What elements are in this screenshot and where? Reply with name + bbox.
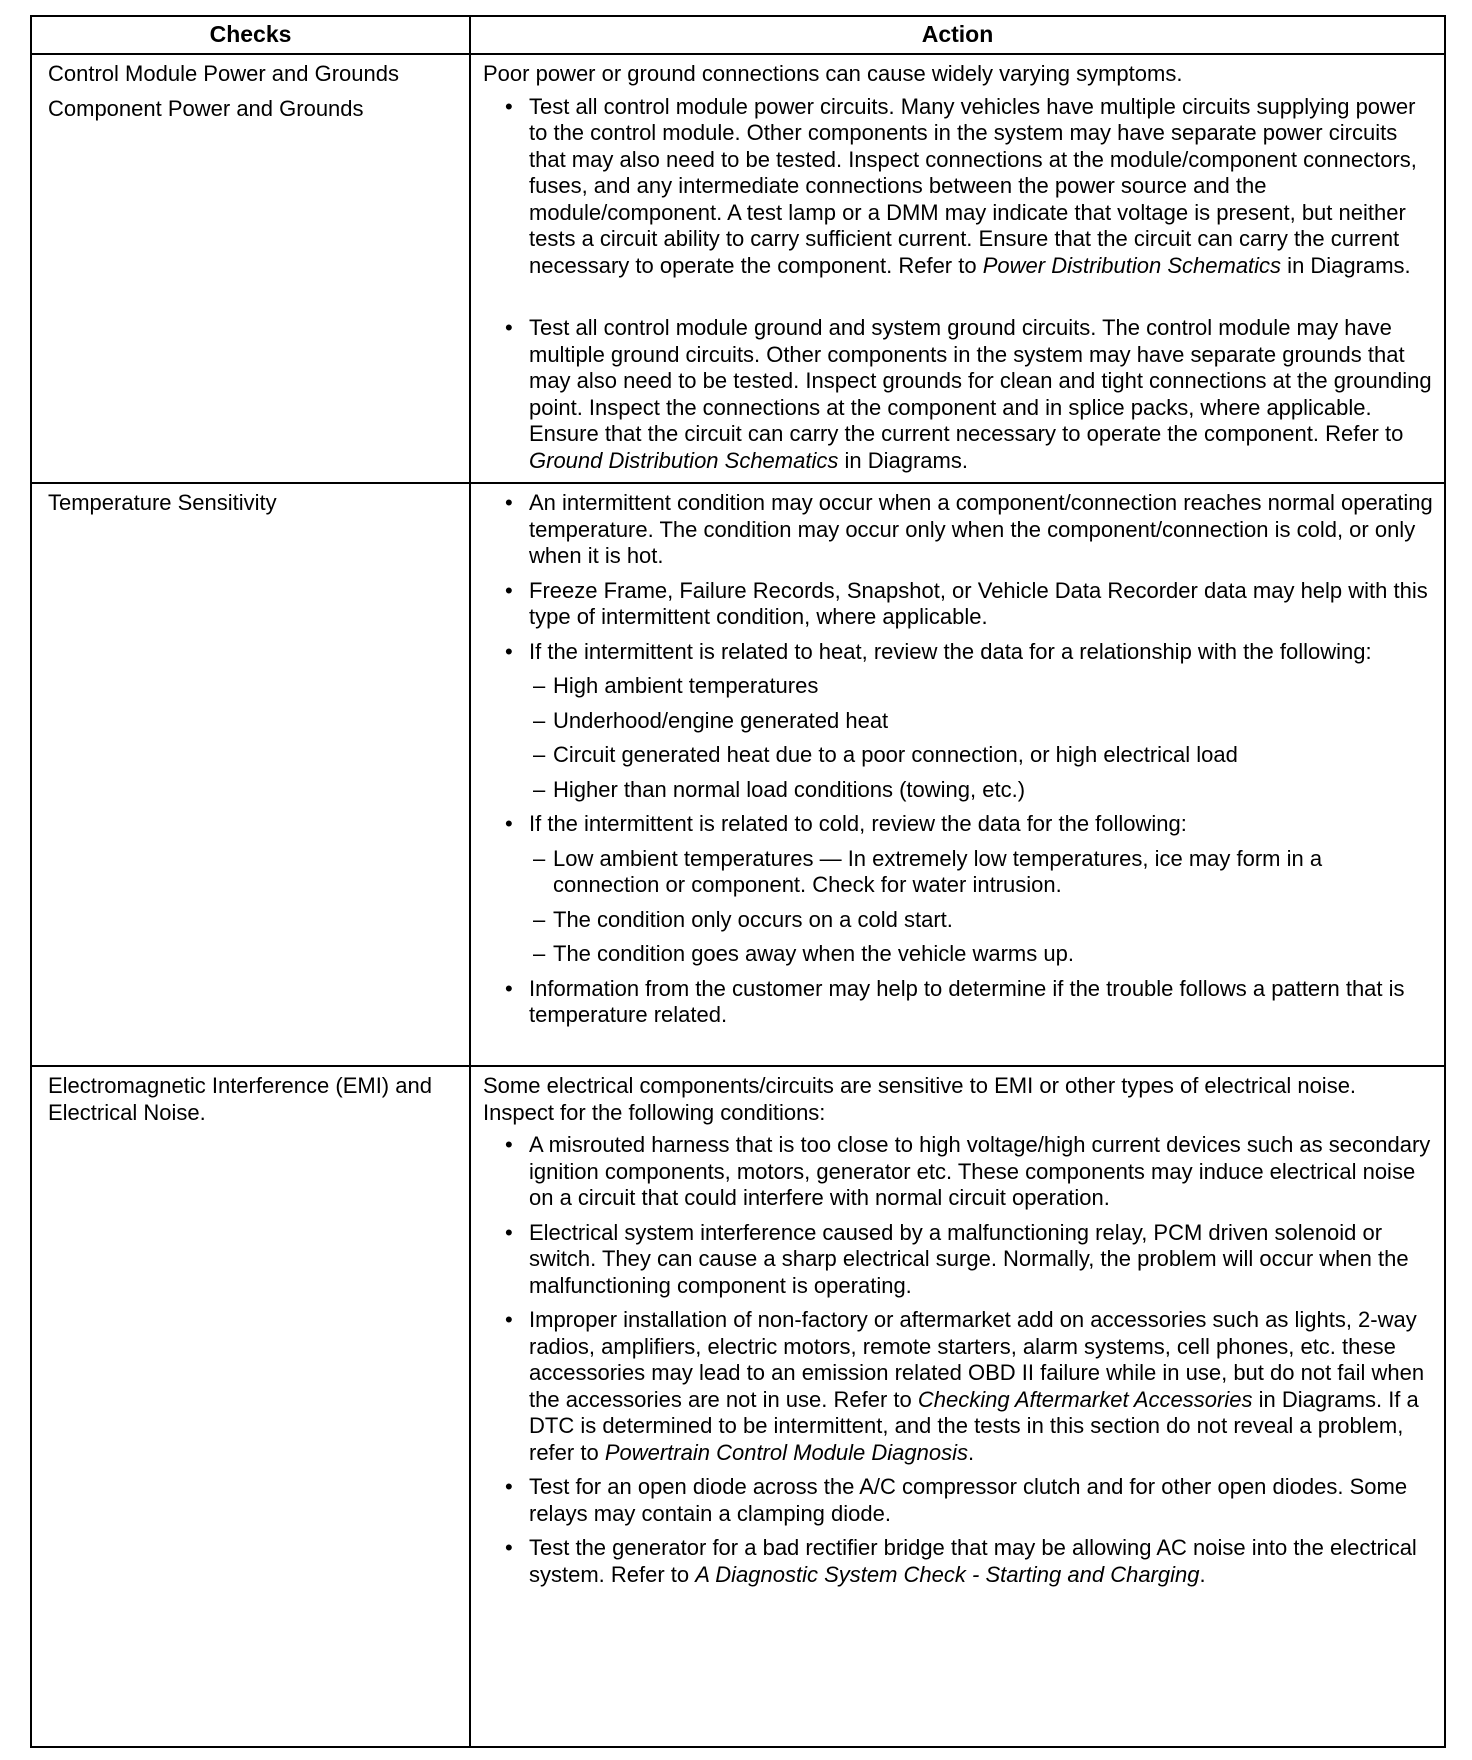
- reference-link: A Diagnostic System Check - Starting and Charging: [695, 1561, 1200, 1587]
- header-checks: Checks: [209, 21, 292, 47]
- check-label: Control Module Power and Grounds: [48, 61, 399, 86]
- header-action: Action: [921, 21, 994, 47]
- bullet-text: Test all control module power circuits. Many vehicles have multiple circuits supplying power to the control module. Other components in the system may have separate power circuits that may also need to be tested. Inspect connections at the module/component connectors, fuses, and any intermediate connections between the power source and the module/component. A test lamp or a DMM may indicate that voltage is present, but neither tests a circuit ability to carry sufficient current. Ensure that the circuit can carry the current necessary to operate the component. Refer to: [529, 93, 1417, 278]
- table-row: [32, 53, 1444, 484]
- action-bullet: [483, 94, 1433, 280]
- reference-link: Powertrain Control Module Diagnosis: [604, 1439, 968, 1465]
- sub-item: – Higher than normal load conditions (towing, etc.): [483, 777, 1433, 804]
- sub-item: – The condition goes away when the vehicle warms up.: [483, 941, 1433, 968]
- bullet-text: in Diagrams. If a DTC is determined to be intermittent, and the tests in this section do not reveal a problem, refer to: [529, 1386, 1419, 1465]
- action-intro: Some electrical components/circuits are sensitive to EMI or other types of electrical noise. Inspect for the following conditions:: [483, 1073, 1357, 1125]
- check-label: Electromagnetic Interference (EMI) and Electrical Noise.: [48, 1073, 432, 1125]
- checks-cell: [48, 489, 458, 516]
- check-label: Component Power and Grounds: [48, 96, 364, 121]
- sub-item: – Low ambient temperatures — In extremely low temperatures, ice may form in a connection or component. Check for water intrusion.: [483, 846, 1433, 899]
- action-bullet: • Information from the customer may help to determine if the trouble follows a pattern that is temperature related.: [483, 976, 1433, 1029]
- check-label: Temperature Sensitivity: [48, 490, 277, 515]
- reference-link: Power Distribution Schematics: [982, 252, 1282, 278]
- action-bullet: [483, 315, 1433, 474]
- diagnostic-table: [30, 15, 1446, 1748]
- action-bullet: [483, 1535, 1433, 1588]
- sub-item: – Underhood/engine generated heat: [483, 708, 1433, 735]
- bullet-text: Test the generator for a bad rectifier bridge that may be allowing AC noise into the electrical system. Refer to: [529, 1535, 1417, 1587]
- table-row: [32, 1065, 1444, 1748]
- action-intro: Poor power or ground connections can cause widely varying symptoms.: [483, 61, 1183, 86]
- bullet-text: .: [1199, 1561, 1206, 1587]
- action-bullet: • Test for an open diode across the A/C compressor clutch and for other open diodes. Some relays may contain a clamping diode.: [483, 1474, 1433, 1527]
- bullet-text: in Diagrams.: [1281, 252, 1411, 278]
- action-bullet: • Freeze Frame, Failure Records, Snapshot, or Vehicle Data Recorder data may help with this type of intermittent condition, where applicable.: [483, 578, 1433, 631]
- bullet-text: Test all control module ground and system ground circuits. The control module may have multiple ground circuits. Other components in the system may have separate grounds that may also need to be tested. Inspect grounds for clean and tight connections at the grounding point. Inspect the connections at the component and in splice packs, where applicable. Ensure that the circuit can carry the current necessary to operate the component. Refer to: [529, 315, 1432, 446]
- action-cell: [483, 1073, 1433, 1596]
- sub-item: – The condition only occurs on a cold start.: [483, 907, 1433, 934]
- checks-cell: [48, 1072, 438, 1126]
- action-bullet: [483, 1307, 1433, 1466]
- checks-cell: [48, 60, 458, 122]
- table-header: [32, 17, 1444, 55]
- bullet-text: in Diagrams.: [838, 447, 968, 473]
- sub-item: – Circuit generated heat due to a poor connection, or high electrical load: [483, 742, 1433, 769]
- action-bullet: • If the intermittent is related to heat, review the data for a relationship with the following:: [483, 639, 1433, 666]
- sub-item: – High ambient temperatures: [483, 673, 1433, 700]
- reference-link: Checking Aftermarket Accessories: [917, 1386, 1253, 1412]
- action-bullet: • Electrical system interference caused by a malfunctioning relay, PCM driven solenoid or switch. They can cause a sharp electrical surge. Normally, the problem will occur when the malfunctioning component is operating.: [483, 1220, 1433, 1300]
- table-row: [32, 482, 1444, 1067]
- action-bullet: • An intermittent condition may occur when a component/connection reaches normal operating temperature. The condition may occur only when the component/connection is cold, or only when it is hot.: [483, 490, 1433, 570]
- action-cell: [483, 490, 1433, 1037]
- action-bullet: • If the intermittent is related to cold, review the data for the following:: [483, 811, 1433, 838]
- bullet-text: Improper installation of non-factory or aftermarket add on accessories such as lights, 2-way radios, amplifiers, electric motors, remote starters, alarm systems, cell phones, etc. these accessories may lead to an emission related OBD II failure while in use, but do not fail when the accessories are not in use. Refer to: [529, 1307, 1425, 1412]
- bullet-text: .: [967, 1439, 975, 1465]
- reference-link: Ground Distribution Schematics: [529, 447, 839, 473]
- action-bullet: • A misrouted harness that is too close to high voltage/high current devices such as secondary ignition components, motors, generator etc. These components may induce electrical noise on a circuit that could interfere with normal circuit operation.: [483, 1132, 1433, 1212]
- action-cell: [483, 61, 1433, 482]
